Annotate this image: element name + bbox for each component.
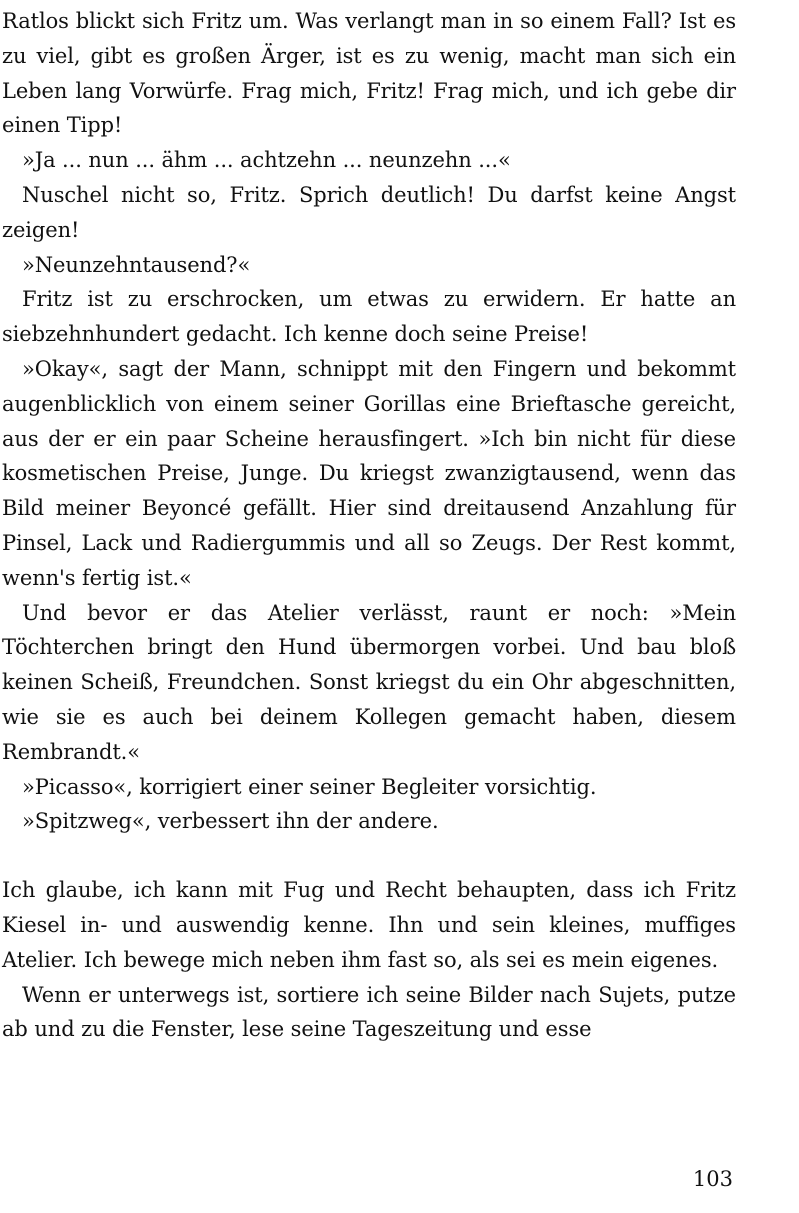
- paragraph-picasso: »Picasso«, korrigiert einer seiner Begleiter vorsichtig.: [22, 774, 597, 799]
- paragraph-ja-nun: »Ja ... nun ... ähm ... achtzehn ... neunzehn ...«: [22, 148, 511, 173]
- paragraph-ratlos: Ratlos blickt sich Fritz um. Was verlangt man in so einem Fall? Ist es zu viel, gibt es großen Ärger, ist es zu wenig, macht man sich ein Leben lang Vorwürfe. Frag mich, Fritz! Frag mich, und ich gebe dir einen Tipp!: [2, 9, 736, 138]
- section-break: [2, 839, 736, 873]
- paragraph-fritz-erschrocken: Fritz ist zu erschrocken, um etwas zu erwidern. Er hatte an siebzehnhundert gedacht. Ich kenne doch seine Preise!: [2, 287, 736, 347]
- paragraph-ich-glaube: Ich glaube, ich kann mit Fug und Recht behaupten, dass ich Fritz Kiesel in- und auswendig kenne. Ihn und sein kleines, muffiges Atelier. Ich bewege mich neben ihm fast so, als sei es mein eigenes.: [2, 878, 736, 972]
- paragraph-wenn-unterwegs: Wenn er unterwegs ist, sortiere ich seine Bilder nach Sujets, putze ab und zu die Fenster, lese seine Tageszeitung und esse: [2, 982, 736, 1042]
- paragraph-spitzweg: »Spitzweg«, verbessert ihn der andere.: [22, 809, 439, 834]
- page-number: 103: [692, 1167, 733, 1191]
- paragraph-okay: »Okay«, sagt der Mann, schnippt mit den Fingern und bekommt augenblicklich von einem seiner Gorillas eine Brieftasche gereicht, aus der er ein paar Scheine herausfingert. »Ich bin nicht für diese kosmetischen Preise, Junge. Du kriegst zwanzigtausend, wenn das Bild meiner Beyoncé gefällt. Hier sind dreitausend Anzahlung für Pinsel, Lack und Radiergummis und all so Zeugs. Der Rest kommt, wenn's fertig ist.«: [2, 356, 736, 590]
- paragraph-nuschel: Nuschel nicht so, Fritz. Sprich deutlich! Du darfst keine Angst zeigen!: [2, 182, 736, 242]
- paragraph-neunzehntausend: »Neunzehntausend?«: [22, 252, 251, 277]
- paragraph-atelier-verlassen: Und bevor er das Atelier verlässt, raunt er noch: »Mein Töchterchen bringt den Hund übermorgen vorbei. Und bau bloß keinen Scheiß, Freundchen. Sonst kriegst du ein Ohr abgeschnitten, wie sie es auch bei deinem Kollegen gemacht haben, diesem Rembrandt.«: [2, 600, 736, 764]
- page-body-text: [2, 4, 736, 1047]
